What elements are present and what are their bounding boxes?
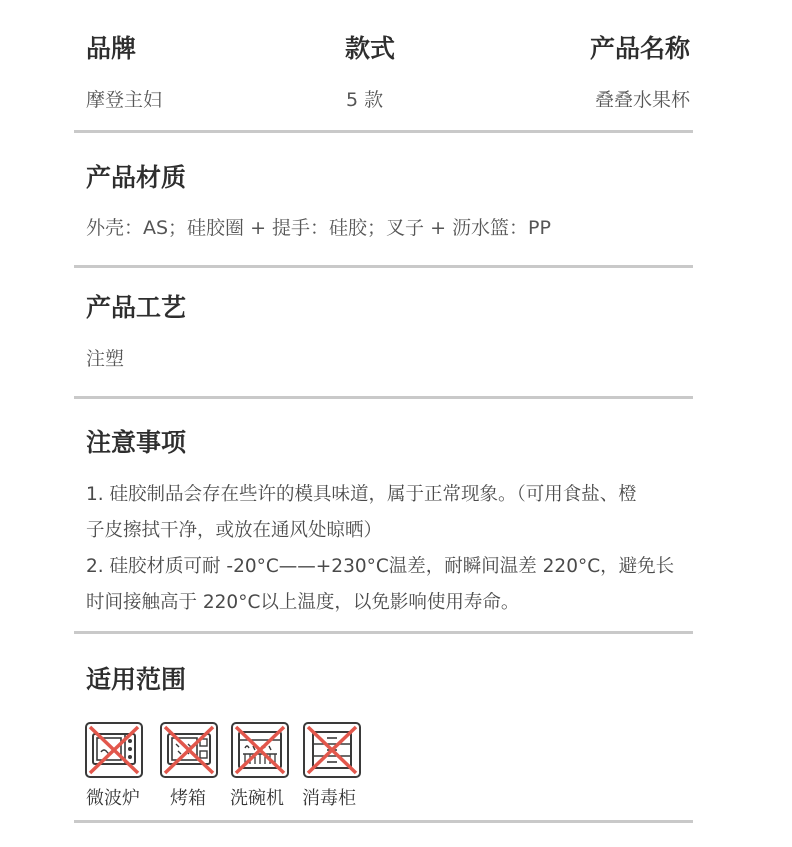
notes-text bbox=[86, 477, 674, 621]
note-line: 2. 硅胶材质可耐 -20°C——+230°C温差，耐瞬间温差 220°C，避免长 bbox=[86, 556, 675, 577]
divider bbox=[74, 130, 693, 133]
process-title: 产品工艺 bbox=[86, 293, 187, 322]
oven-icon bbox=[160, 722, 218, 778]
usage-label-microwave: 微波炉 bbox=[86, 788, 140, 809]
brand-label: 品牌 bbox=[86, 34, 137, 63]
usage-label-sterilizer: 消毒柜 bbox=[302, 788, 356, 809]
product-name-value: 叠叠水果杯 bbox=[594, 89, 690, 111]
style-value: 5 款 bbox=[346, 89, 384, 111]
note-line: 子皮擦拭干净，或放在通风处晾晒） bbox=[86, 520, 383, 541]
divider bbox=[74, 820, 693, 823]
divider bbox=[74, 265, 693, 268]
usage-title: 适用范围 bbox=[86, 665, 187, 694]
notes-title: 注意事项 bbox=[86, 428, 187, 457]
microwave-icon bbox=[85, 722, 143, 778]
material-title: 产品材质 bbox=[86, 163, 187, 192]
material-text: 外壳：AS；硅胶圈 + 提手：硅胶；叉子 + 沥水篮：PP bbox=[86, 217, 551, 239]
process-text: 注塑 bbox=[86, 348, 125, 370]
usage-label-dishwasher: 洗碗机 bbox=[230, 788, 284, 809]
note-line: 时间接触高于 220°C以上温度，以免影响使用寿命。 bbox=[86, 592, 520, 613]
note-line: 1. 硅胶制品会存在些许的模具味道，属于正常现象。（可用食盐、橙 bbox=[86, 484, 637, 505]
product-name-label: 产品名称 bbox=[589, 34, 690, 63]
sterilizer-cabinet-icon bbox=[303, 722, 361, 778]
brand-value: 摩登主妇 bbox=[86, 89, 163, 111]
divider bbox=[74, 396, 693, 399]
style-label: 款式 bbox=[345, 34, 396, 63]
divider bbox=[74, 631, 693, 634]
dishwasher-icon bbox=[231, 722, 289, 778]
usage-label-oven: 烤箱 bbox=[170, 788, 206, 809]
